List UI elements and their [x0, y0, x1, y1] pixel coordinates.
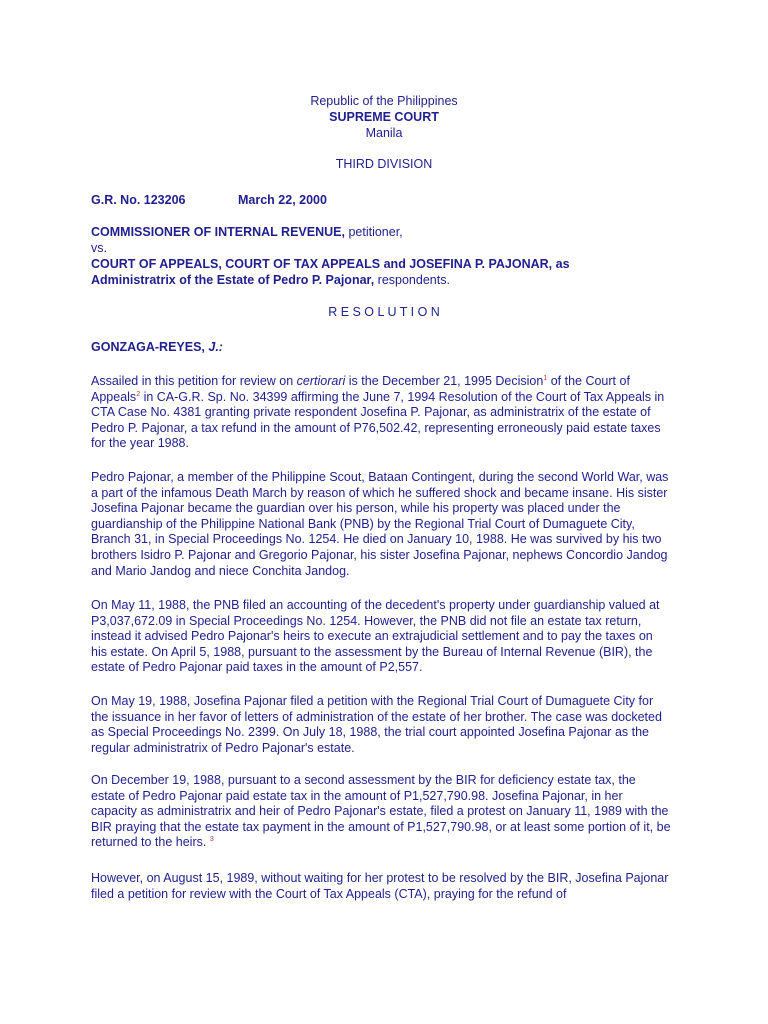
- header-division: THIRD DIVISION: [335, 157, 433, 171]
- petitioner-role: petitioner,: [344, 225, 403, 239]
- respondents-role: respondents.: [374, 272, 450, 287]
- paragraph-5: [91, 773, 671, 851]
- versus: vs.: [91, 241, 107, 255]
- respondents-name: COURT OF APPEALS, COURT OF TAX APPEALS and JOSEFINA P. PAJONAR, as Administratrix of the Estate of Pedro P. Pajonar,: [91, 257, 570, 287]
- p1-text-e: in CA-G.R. Sp. No. 34399 affirming the June 7, 1994 Resolution of the Court of Tax Appeals in CTA Case No. 4381 granting private respondent Josefina P. Pajonar, as administratrix of the estate of Pedro P. Pajonar, a tax refund in the amount of P76,502.42, representing erroneously paid estate taxes for the year 1988.: [91, 389, 665, 451]
- gr-number: G.R. No. 123206: [91, 193, 186, 207]
- paragraph-3: [91, 598, 671, 676]
- ponente-title: J.:: [204, 340, 223, 354]
- respondents-line: [91, 257, 651, 288]
- p1-text-d: of the Court of Appeals: [91, 374, 630, 404]
- paragraph-1: [91, 374, 671, 452]
- decision-date: March 22, 2000: [238, 193, 327, 207]
- p1-text-c: is the December 21, 1995 Decision: [345, 374, 544, 388]
- petitioner-name: COMMISSIONER OF INTERNAL REVENUE,: [91, 225, 345, 239]
- ponente-line: [91, 340, 671, 356]
- paragraph-4: [91, 694, 671, 756]
- p1-italic-certiorari: certiorari: [296, 374, 346, 388]
- resolution-title: R E S O L U T I O N: [328, 305, 440, 319]
- header-court: SUPREME COURT: [329, 110, 439, 124]
- p3-text: On May 11, 1988, the PNB filed an accounting of the decedent's property under guardianship valued at P3,037,672.09 in Special Proceedings No. 1254. However, the PNB did not file an estate tax return, instead it advised Pedro Pajonar's heirs to execute an extrajudicial settlement and to pay the taxes on his estate. On April 5, 1988, pursuant to the assessment by the Bureau of Internal Revenue (BIR), the estate of Pedro Pajonar paid taxes in the amount of P2,557.: [91, 598, 660, 675]
- header-city: Manila: [365, 126, 403, 140]
- p1-text-a: Assailed in this petition for review on: [91, 374, 297, 388]
- ponente-name: GONZAGA-REYES,: [91, 340, 205, 354]
- p4-text: On May 19, 1988, Josefina Pajonar filed a petition with the Regional Trial Court of Dumaguete City for the issuance in her favor of letters of administration of the estate of her brother. The case was docketed as Special Proceedings No. 2399. On July 18, 1988, the trial court appointed Josefina Pajonar as the regular administratrix of Pedro Pajonar's estate.: [91, 694, 662, 755]
- p5-text: On December 19, 1988, pursuant to a second assessment by the BIR for deficiency estate tax, the estate of Pedro Pajonar paid estate tax in the amount of P1,527,790.98. Josefina Pajonar, in her capacity as administratrix and heir of Pedro Pajonar's estate, filed a protest on January 11, 1989 with the BIR praying that the estate tax payment in the amount of P1,527,790.98, or at least some portion of it, be returned to the heirs.: [91, 773, 671, 850]
- petitioner-line: [91, 225, 671, 241]
- p2-text: Pedro Pajonar, a member of the Philippine Scout, Bataan Contingent, during the second World War, was a part of the infamous Death March by reason of which he suffered shock and became insane. His sister Josefina Pajonar became the guardian over his person, while his property was placed under the guardianship of the Philippine National Bank (PNB) by the Regional Trial Court of Dumaguete City, Branch 31, in Special Proceedings No. 1254. He died on January 10, 1988. He was survived by his two brothers Isidro P. Pajonar and Gregorio Pajonar, his sister Josefina Pajonar, nephews Concordio Jandog and Mario Jandog and niece Conchita Jandog.: [91, 470, 669, 578]
- paragraph-6: [91, 871, 671, 902]
- footnote-ref-2[interactable]: 2: [136, 390, 141, 398]
- case-number-line: [91, 193, 671, 209]
- footnote-ref-3[interactable]: 3: [209, 836, 214, 844]
- p6-text: However, on August 15, 1989, without waiting for her protest to be resolved by the BIR, Josefina Pajonar filed a petition for review with the Court of Tax Appeals (CTA), praying for the refund of: [91, 871, 669, 901]
- paragraph-2: [91, 470, 671, 579]
- header-republic: Republic of the Philippines: [310, 94, 458, 108]
- footnote-ref-1[interactable]: 1: [543, 374, 548, 382]
